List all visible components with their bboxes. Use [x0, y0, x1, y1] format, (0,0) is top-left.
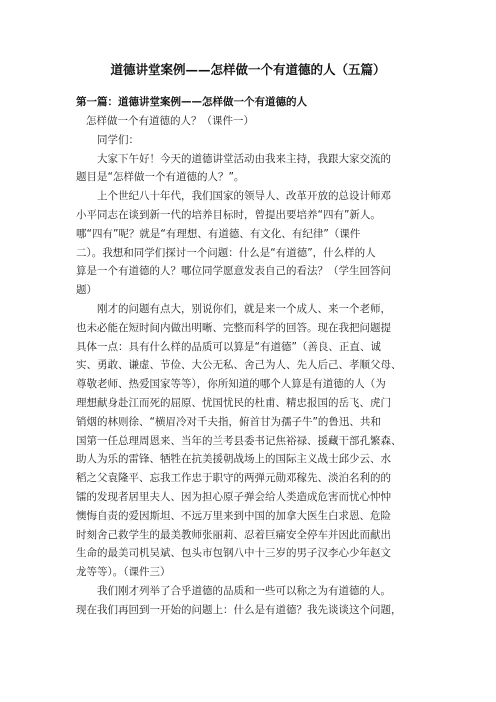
text-line: 生命的最美司机吴斌、包头市包钢八中十三岁的男子汉李心少年赵文 — [76, 547, 391, 560]
text-line: 销烟的林则徐、“横眉冷对千夫指，俯首甘为孺子牛”的鲁迅、共和 — [76, 415, 381, 428]
text-line: 哪“四有”呢？就是“有理想、有道德、有文化、有纪律”（课件 — [76, 227, 361, 240]
text-line: 懊悔自责的爱因斯坦、不远万里来到中国的加拿大医生白求恩、危险 — [76, 509, 391, 522]
text-line: 也未必能在短时间内做出明晰、完整而科学的回答。现在我把问题提 — [76, 321, 391, 334]
text-line: 题） — [76, 284, 97, 297]
text-line: 尊敬老师、热爱国家等等），你所知道的哪个人算是有道德的人（为 — [76, 378, 386, 391]
text-line: 算是一个有道德的人？哪位同学愿意发表自己的看法？（学生回答问 — [76, 265, 391, 278]
text-line: 题目是“怎样做一个有道德的人？”。 — [76, 171, 245, 184]
text-line: 理想献身赴江而死的屈原、忧国忧民的杜甫、精忠报国的岳飞、虎门 — [76, 396, 391, 409]
text-line: 具体一点：具有什么样的品质可以算是“有道德”（善良、正直、诚 — [76, 340, 381, 353]
text-line: 实、勇敢、谦虚、节俭、大公无私、舍己为人、先人后己、孝顺父母、 — [76, 359, 402, 372]
text-line: 同学们： — [97, 133, 139, 146]
text-line: 大家下午好！今天的道德讲堂活动由我来主持，我跟大家交流的 — [97, 152, 391, 165]
text-line: 怎样做一个有道德的人？（课件一） — [86, 115, 254, 127]
section-heading: 第一篇：道德讲堂案例——怎样做一个有道德的人 — [76, 96, 307, 108]
text-line: 时刻舍己救学生的最美教师张丽莉、忍着巨痛安全停车并因此而献出 — [76, 528, 391, 541]
text-line: 小平同志在谈到新一代的培养目标时，曾提出要培养“四有”新人。 — [76, 208, 381, 221]
text-line: 镭的发现者居里夫人、因为担心原子弹会给人类造成危害而忧心忡忡 — [76, 490, 391, 503]
text-line: 龙等等）。（课件三） — [76, 566, 171, 579]
text-line: 国第一任总理周恩来、当年的兰考县委书记焦裕禄、援藏干部孔繁森、 — [76, 434, 402, 447]
document-title: 道德讲堂案例——怎样做一个有道德的人（五篇） — [110, 62, 386, 77]
text-line: 现在我们再回到一开始的问题上：什么是有道德？我先谈谈这个问题， — [76, 603, 402, 616]
text-line: 稻之父袁隆平、忘我工作忠于职守的两弹元勋邓稼先、淡泊名利的的 — [76, 472, 391, 485]
text-line: 上个世纪八十年代，我们国家的领导人、改革开放的总设计师邓 — [97, 190, 391, 203]
body-text — [76, 112, 422, 620]
text-line: 二）。我想和同学们探讨一个问题：什么是“有道德”，什么样的人 — [76, 246, 376, 259]
text-line: 我们刚才列举了合乎道德的品质和一些可以称之为有道德的人。 — [97, 584, 391, 597]
text-line: 刚才的问题有点大，别说你们，就是来一个成人、来一个老师， — [97, 302, 391, 315]
text-line: 助人为乐的雷锋、牺牲在抗美援朝战场上的国际主义战士邱少云、水 — [76, 453, 391, 466]
